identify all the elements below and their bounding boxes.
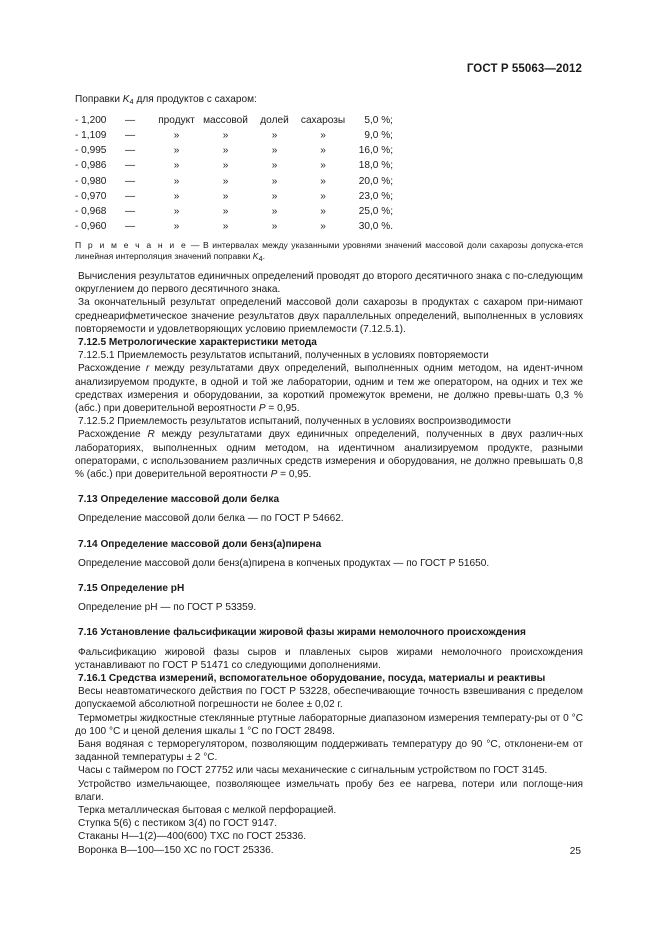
k4-row <box>75 174 393 189</box>
k4-cell: 23,0 %; <box>358 190 393 202</box>
document-id-header: ГОСТ Р 55063—2012 <box>466 63 582 75</box>
k4-cell: » <box>173 175 180 187</box>
k4-cell: » <box>271 205 278 217</box>
equipment-water-bath: Баня водяная с терморегулятором, позволяющим поддерживать температуру до 90 °С, отклонени-ем от заданной температуры ± 2 °С. <box>75 739 583 764</box>
k4-intro-prefix: Поправки <box>75 94 123 105</box>
k4-row <box>75 189 393 204</box>
symbol-R: R <box>147 429 155 441</box>
k4-cell: » <box>320 160 326 172</box>
equipment-scales: Весы неавтоматического действия по ГОСТ Р 53228, обеспечивающие точность взвешивания с пределом допускаемой абсолютной погрешности не более ± 0,02 г. <box>75 686 583 711</box>
k4-cell: сахарозы <box>300 115 346 127</box>
reproducibility-text-a: Расхождение <box>78 429 148 441</box>
k4-row <box>75 128 393 143</box>
k4-cell: - 0,980 <box>75 175 107 187</box>
k4-cell: » <box>222 205 229 217</box>
k4-cell: 18,0 %; <box>358 160 393 172</box>
k4-cell: — <box>125 130 136 142</box>
note-label: П р и м е ч а н и е <box>75 239 188 250</box>
reproducibility-text-b: между результатами двух единичных определений, полученных в двух различ-ных лабораториях, выполненных одним методом, на идентичном анализируемом продукте, разными операторами, с использованием различных средств измерения и оборудования, не должно превышать 0,8 % (абс.) при доверительной вероятности <box>75 429 583 480</box>
k4-cell: — <box>125 220 136 232</box>
k4-cell: » <box>271 175 278 187</box>
k4-cell: » <box>222 220 229 232</box>
k4-correction-table <box>75 113 393 234</box>
equipment-grater: Терка металлическая бытовая с мелкой перфорацией. <box>78 805 337 817</box>
k4-row <box>75 143 393 158</box>
k4-cell: » <box>320 145 326 157</box>
k4-cell: долей <box>260 115 289 127</box>
k4-row <box>75 113 393 128</box>
k4-cell: продукт <box>158 115 195 127</box>
k4-subscript: 4 <box>129 97 134 106</box>
page-content <box>75 93 583 857</box>
reproducibility-text-c: = 0,95. <box>277 469 312 480</box>
repeatability-text-a: Расхождение <box>78 363 146 375</box>
heading-7-14: 7.14 Определение массовой доли бенз(а)пирена <box>78 538 322 550</box>
equipment-grinder: Устройство измельчающее, позволяющее измельчать пробу без ее нагрева, потери или поглоще-ния влаги. <box>75 778 583 803</box>
k4-cell: » <box>271 130 278 142</box>
note-end: . <box>262 251 266 262</box>
k4-cell: 20,0 %; <box>358 175 393 187</box>
k4-cell: » <box>222 160 229 172</box>
repeatability-text-c: = 0,95. <box>265 402 300 414</box>
k4-symbol: K <box>122 94 130 105</box>
k4-cell: » <box>173 205 180 217</box>
equipment-funnel: Воронка В—100—150 ХС по ГОСТ 25336. <box>78 844 274 856</box>
k4-cell: 5,0 %; <box>364 115 393 127</box>
k4-cell: » <box>320 130 326 142</box>
k4-cell: - 0,995 <box>75 145 107 157</box>
heading-7-16-1: 7.16.1 Средства измерений, вспомогательное оборудование, посуда, материалы и реактивы <box>78 673 546 685</box>
paragraph-7-16: Фальсификацию жировой фазы сыров и плавленых сыров жирами немолочного происхождения устанавливают по ГОСТ Р 51471 со следующими дополнениями. <box>75 646 583 671</box>
paragraph-7-15: Определение рН — по ГОСТ Р 53359. <box>78 602 257 614</box>
k4-cell: 30,0 %. <box>358 220 393 232</box>
heading-7-13: 7.13 Определение массовой доли белка <box>78 494 280 506</box>
k4-cell: — <box>125 205 136 217</box>
k4-intro <box>75 93 583 108</box>
repeatability-text-b: между результатами двух определений, выполненных одним методом, на идент-ичном анализируемом продукте, в одной и той же лаборатории, одним и тем же оператором, на одних и тех же средствах измерения и оборудовании, за короткий промежуток времени, не должно превы-шать 0,3 % (абс.) при доверительной вероятности <box>75 363 583 414</box>
equipment-mortar: Ступка 5(6) с пестиком 3(4) по ГОСТ 9147. <box>78 818 278 830</box>
k4-cell: - 0,970 <box>75 190 107 202</box>
k4-row <box>75 204 393 219</box>
paragraph-repeatability <box>75 362 583 415</box>
paragraph-rounding: Вычисления результатов единичных определений проводят до второго десятичного знака с по-следующим округлением до первого десятичного знака. <box>75 270 583 296</box>
k4-cell: » <box>222 145 229 157</box>
heading-7-12-5: 7.12.5 Метрологические характеристики метода <box>78 336 317 348</box>
k4-row <box>75 219 393 234</box>
paragraph-7-13: Определение массовой доли белка — по ГОСТ Р 54662. <box>78 513 344 525</box>
heading-7-16: 7.16 Установление фальсификации жировой фазы жирами немолочного происхождения <box>78 627 526 639</box>
k4-cell: - 1,200 <box>75 115 107 127</box>
note-symbol: K <box>252 251 259 262</box>
k4-cell: » <box>271 145 278 157</box>
k4-intro-suffix: для продуктов с сахаром: <box>133 94 257 105</box>
equipment-beakers: Стаканы Н—1(2)—400(600) ТХС по ГОСТ 25336. <box>78 831 307 843</box>
k4-cell: » <box>173 145 180 157</box>
k4-cell: » <box>173 130 180 142</box>
k4-cell: » <box>173 190 180 202</box>
heading-7-12-5-2: 7.12.5.2 Приемлемость результатов испытаний, полученных в условиях воспроизводимости <box>78 416 511 428</box>
k4-cell: — <box>125 160 136 172</box>
k4-table-body <box>75 113 393 234</box>
k4-cell: » <box>222 175 229 187</box>
k4-cell: » <box>320 190 326 202</box>
paragraph-final-result: За окончательный результат определений массовой доли сахарозы в продуктах с сахаром при-нимают среднеарифметическое значение результатов двух параллельных определений, выполненных в условиях повторяемости и удовлетворяющих условию приемлемости (7.12.5.1). <box>75 297 583 335</box>
k4-cell: — <box>125 175 136 187</box>
k4-cell: 25,0 %; <box>358 205 393 217</box>
k4-cell: — <box>125 115 136 127</box>
equipment-timer: Часы с таймером по ГОСТ 27752 или часы механические с сигнальным устройством по ГОСТ 3145. <box>78 765 548 777</box>
k4-row <box>75 158 393 173</box>
note-subscript: 4 <box>258 254 263 264</box>
k4-cell: » <box>222 130 229 142</box>
k4-cell: » <box>173 160 180 172</box>
k4-cell: - 0,968 <box>75 205 107 217</box>
symbol-p: P <box>270 469 278 480</box>
paragraph-7-14: Определение массовой доли бенз(а)пирена в копченых продуктах — по ГОСТ Р 51650. <box>78 557 490 569</box>
k4-cell: » <box>222 190 229 202</box>
k4-cell: 9,0 %; <box>364 130 393 142</box>
k4-cell: — <box>125 190 136 202</box>
k4-cell: » <box>320 220 326 232</box>
k4-cell: » <box>271 220 278 232</box>
page-number: 25 <box>569 846 581 857</box>
k4-cell: - 1,109 <box>75 130 107 142</box>
paragraph-reproducibility <box>75 428 583 481</box>
note-text: — В интервалах между указанными уровнями значений массовой доли сахарозы допуска-ется линейная интерполяция значений поправки <box>75 239 583 262</box>
k4-cell: » <box>320 205 326 217</box>
k4-cell: — <box>125 145 136 157</box>
heading-7-12-5-1: 7.12.5.1 Приемлемость результатов испытаний, полученных в условиях повторяемости <box>78 350 489 362</box>
k4-cell: » <box>271 160 278 172</box>
k4-cell: » <box>320 175 326 187</box>
k4-cell: 16,0 %; <box>358 145 393 157</box>
k4-cell: массовой <box>203 115 248 127</box>
equipment-thermometers: Термометры жидкостные стеклянные ртутные лабораторные диапазоном измерения температу-ры от 0 °С до 100 °С и ценой деления шкалы 1 °С по ГОСТ 28498. <box>75 712 583 737</box>
k4-cell: » <box>173 220 180 232</box>
symbol-p: P <box>258 402 266 414</box>
heading-7-15: 7.15 Определение рН <box>78 583 185 595</box>
note <box>75 240 583 265</box>
symbol-r: r <box>145 363 150 375</box>
k4-cell: - 0,960 <box>75 220 107 232</box>
k4-cell: » <box>271 190 278 202</box>
k4-cell: - 0,986 <box>75 160 107 172</box>
